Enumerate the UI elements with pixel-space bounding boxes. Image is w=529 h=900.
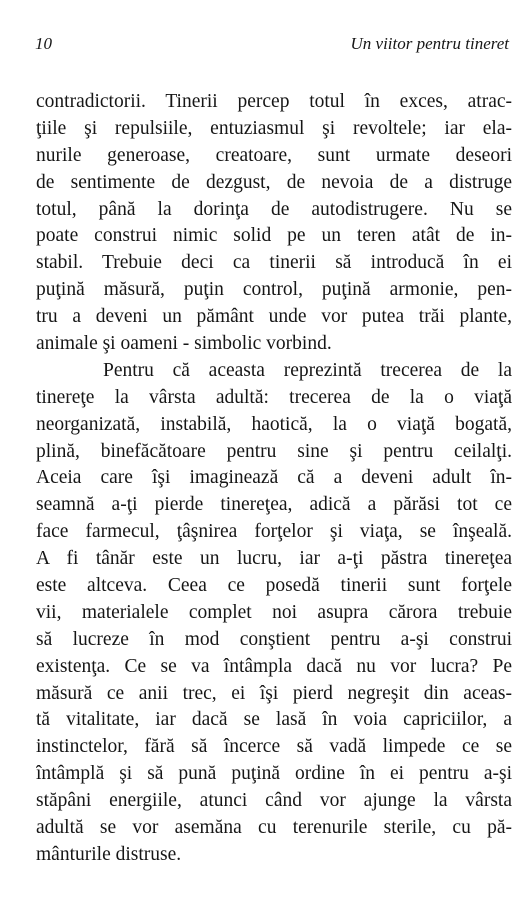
text-line: neorganizată, instabilă, haotică, la o viaţă bogată, xyxy=(36,413,512,435)
page-header xyxy=(35,34,509,60)
text-line: puţină măsură, puţin control, puţină armonie, pen- xyxy=(36,279,512,301)
text-line: seamnă a-ţi pierde tinereţea, adică a părăsi tot ce xyxy=(36,494,512,516)
text-line: să lucreze în mod conştient pentru a-şi construi xyxy=(36,628,512,650)
text-line: totul, până la dorinţa de autodistrugere. Nu se xyxy=(36,198,512,220)
text-line: animale şi oameni - simbolic vorbind. xyxy=(36,333,332,355)
text-line: tru a deveni un pământ unde vor putea trăi plante, xyxy=(36,306,512,328)
running-title: Un viitor pentru tineret xyxy=(350,34,509,53)
body-text xyxy=(36,89,512,869)
text-line: de sentimente de dezgust, de nevoia de a distruge xyxy=(36,171,512,193)
text-line: întâmplă şi să pună puţină ordine în ei pentru a-şi xyxy=(36,763,512,785)
text-line: nurile generoase, creatoare, sunt urmate deseori xyxy=(36,144,512,166)
text-line: adultă se vor asemăna cu terenurile sterile, cu pă- xyxy=(36,817,512,839)
text-line: Pentru că aceasta reprezintă trecerea de la xyxy=(103,359,512,381)
text-line: stăpâni energiile, atunci când vor ajunge la vârsta xyxy=(36,790,512,812)
text-line: existenţa. Ce se va întâmpla dacă nu vor lucra? Pe xyxy=(36,655,512,677)
text-line: poate construi nimic solid pe un teren atât de in- xyxy=(36,225,512,247)
text-line: vii, materialele complet noi asupra cărora trebuie xyxy=(36,601,512,623)
page-number: 10 xyxy=(35,34,52,53)
text-line: tă vitalitate, iar dacă se lasă în voia capriciilor, a xyxy=(36,709,512,731)
paragraph xyxy=(36,358,512,869)
text-line: tinereţe la vârsta adultă: trecerea de la o viaţă xyxy=(36,386,512,408)
text-line: instinctelor, fără să încerce să vadă limpede ce se xyxy=(36,736,512,758)
paragraph xyxy=(36,89,512,358)
text-line: face farmecul, ţâşnirea forţelor şi viaţa, se înşeală. xyxy=(36,521,512,543)
text-line: contradictorii. Tinerii percep totul în exces, atrac- xyxy=(36,91,512,112)
text-line: ţiile şi repulsiile, entuziasmul şi revoltele; iar ela- xyxy=(36,117,512,139)
text-line: plină, binefăcătoare pentru sine şi pentru ceilalţi. xyxy=(36,440,512,462)
text-line: A fi tânăr este un lucru, iar a-ţi păstra tinereţea xyxy=(36,548,512,570)
text-line: este altceva. Ceea ce posedă tinerii sunt forţele xyxy=(36,575,512,597)
text-line: Aceia care îşi imaginează că a deveni adult în- xyxy=(36,467,512,489)
text-line: stabil. Trebuie deci ca tinerii să introducă în ei xyxy=(36,252,512,274)
text-line: mânturile distruse. xyxy=(36,843,182,865)
text-line: măsură ce anii trec, ei îşi pierd negreşit din aceas- xyxy=(36,682,512,704)
